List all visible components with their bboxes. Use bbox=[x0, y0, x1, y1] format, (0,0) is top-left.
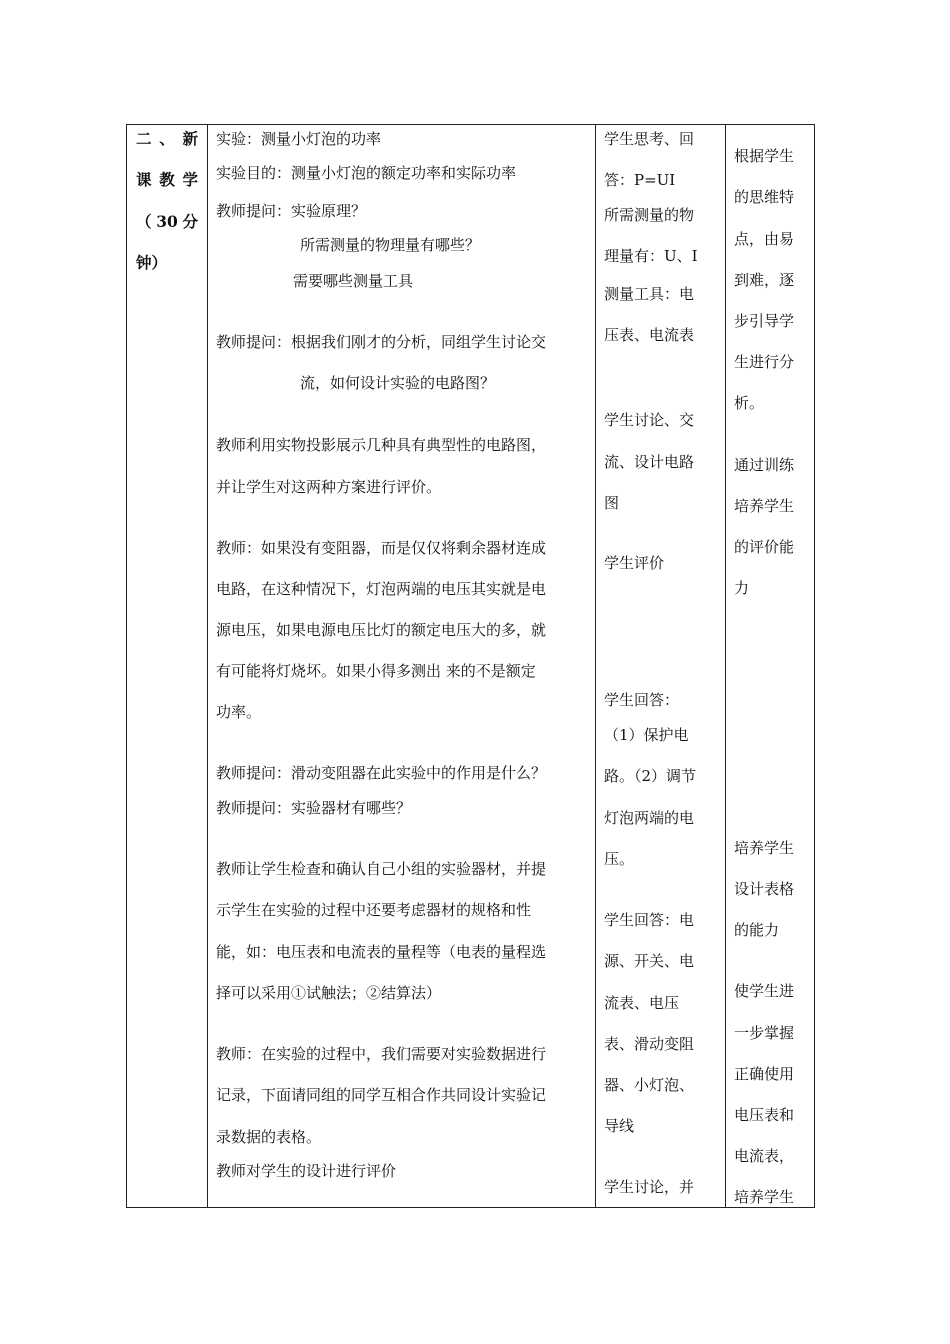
content-line: 教师对学生的设计进行评价 bbox=[216, 1162, 397, 1180]
student-line: 压表、电流表 bbox=[604, 326, 695, 344]
design-intent-column bbox=[725, 125, 814, 1207]
content-line: 能，如：电压表和电流表的量程等（电表的量程选 bbox=[216, 943, 547, 961]
student-line: 学生回答： bbox=[604, 691, 680, 709]
intent-line: 通过训练 bbox=[734, 456, 795, 474]
content-line: 实验：测量小灯泡的功率 bbox=[216, 130, 382, 148]
section-char: 二 bbox=[136, 129, 152, 148]
student-line: 理量有：U、I bbox=[604, 247, 698, 265]
intent-line: 电压表和 bbox=[734, 1106, 795, 1124]
content-line: 示学生在实验的过程中还要考虑器材的规格和性 bbox=[216, 901, 532, 919]
intent-line: 的能力 bbox=[734, 921, 780, 939]
intent-line: 培养学生 bbox=[734, 1188, 795, 1206]
student-line: 压。 bbox=[604, 850, 635, 868]
section-char: 教 bbox=[159, 170, 175, 189]
section-char: （ bbox=[136, 212, 152, 231]
section-char: 学 bbox=[182, 170, 198, 189]
content-line: 教师：如果没有变阻器，而是仅仅将剩余器材连成 bbox=[216, 539, 547, 557]
lesson-table bbox=[126, 124, 815, 1208]
section-label-line bbox=[136, 170, 198, 190]
intent-line: 到难，逐 bbox=[734, 271, 795, 289]
section-char: 新 bbox=[182, 129, 198, 148]
content-line: 并让学生对这两种方案进行评价。 bbox=[216, 478, 442, 496]
intent-line: 的思维特 bbox=[734, 188, 795, 206]
intent-line: 生进行分 bbox=[734, 353, 795, 371]
content-line: 教师提问：实验原理？ bbox=[216, 202, 367, 220]
student-line: 答：P=UI bbox=[604, 171, 676, 189]
content-line: 所需测量的物理量有哪些？ bbox=[300, 236, 481, 254]
intent-line: 电流表， bbox=[734, 1147, 795, 1165]
intent-line: 设计表格 bbox=[734, 880, 795, 898]
content-line: 记录，下面请同组的同学互相合作共同设计实验记 bbox=[216, 1086, 547, 1104]
student-line: 器、小灯泡、 bbox=[604, 1076, 695, 1094]
content-line: 源电压，如果电源电压比灯的额定电压大的多，就 bbox=[216, 621, 547, 639]
student-line: 表、滑动变阻 bbox=[604, 1035, 695, 1053]
content-line: 实验目的：测量小灯泡的额定功率和实际功率 bbox=[216, 164, 517, 182]
section-label-line: 钟） bbox=[136, 253, 168, 272]
content-line: 需要哪些测量工具 bbox=[293, 272, 414, 290]
section-column bbox=[127, 125, 207, 1207]
teacher-activity-column bbox=[207, 125, 595, 1207]
content-line: 教师提问：滑动变阻器在此实验中的作用是什么？ bbox=[216, 764, 547, 782]
intent-line: 培养学生 bbox=[734, 839, 795, 857]
section-char: 课 bbox=[136, 170, 152, 189]
student-line: 路。（2）调节 bbox=[604, 767, 697, 785]
student-line: 学生讨论、交 bbox=[604, 411, 695, 429]
intent-line: 使学生进 bbox=[734, 982, 795, 1000]
student-line: 学生回答：电 bbox=[604, 911, 695, 929]
student-line: 测量工具：电 bbox=[604, 285, 695, 303]
student-line: 导线 bbox=[604, 1117, 635, 1135]
content-line: 录数据的表格。 bbox=[216, 1128, 322, 1146]
intent-line: 点，由易 bbox=[734, 230, 795, 248]
intent-line: 一步掌握 bbox=[734, 1024, 795, 1042]
student-line: 学生思考、回 bbox=[604, 130, 695, 148]
section-label-line bbox=[136, 129, 198, 149]
content-line: 功率。 bbox=[216, 703, 262, 721]
content-line: 教师提问：实验器材有哪些？ bbox=[216, 799, 412, 817]
intent-line: 步引导学 bbox=[734, 312, 795, 330]
student-line: 流、设计电路 bbox=[604, 453, 695, 471]
student-line: 灯泡两端的电 bbox=[604, 809, 695, 827]
student-line: 所需测量的物 bbox=[604, 206, 695, 224]
section-char: 、 bbox=[159, 129, 175, 148]
content-line: 教师：在实验的过程中，我们需要对实验数据进行 bbox=[216, 1045, 547, 1063]
content-line: 教师利用实物投影展示几种具有典型性的电路图， bbox=[216, 436, 547, 454]
content-line: 有可能将灯烧坏。如果小得多测出 来的不是额定 bbox=[216, 662, 536, 680]
student-line: 流表、电压 bbox=[604, 994, 680, 1012]
content-line: 教师提问：根据我们刚才的分析，同组学生讨论交 bbox=[216, 333, 547, 351]
intent-line: 析。 bbox=[734, 394, 765, 412]
student-line: 学生讨论，并 bbox=[604, 1178, 695, 1196]
intent-line: 的评价能 bbox=[734, 538, 795, 556]
intent-line: 正确使用 bbox=[734, 1065, 795, 1083]
student-line: （1）保护电 bbox=[604, 726, 689, 744]
student-line: 图 bbox=[604, 494, 620, 512]
student-line: 源、开关、电 bbox=[604, 952, 695, 970]
section-char: 30 bbox=[156, 212, 178, 231]
student-activity-column bbox=[595, 125, 725, 1207]
intent-line: 培养学生 bbox=[734, 497, 795, 515]
section-char: 分 bbox=[182, 212, 198, 231]
content-line: 择可以采用①试触法；②结算法） bbox=[216, 984, 442, 1002]
intent-line: 根据学生 bbox=[734, 147, 795, 165]
content-line: 电路，在这种情况下，灯泡两端的电压其实就是电 bbox=[216, 580, 547, 598]
intent-line: 力 bbox=[734, 579, 750, 597]
section-label-line bbox=[136, 212, 198, 232]
content-line: 流，如何设计实验的电路图？ bbox=[300, 374, 496, 392]
student-line: 学生评价 bbox=[604, 554, 665, 572]
content-line: 教师让学生检查和确认自己小组的实验器材，并提 bbox=[216, 860, 547, 878]
